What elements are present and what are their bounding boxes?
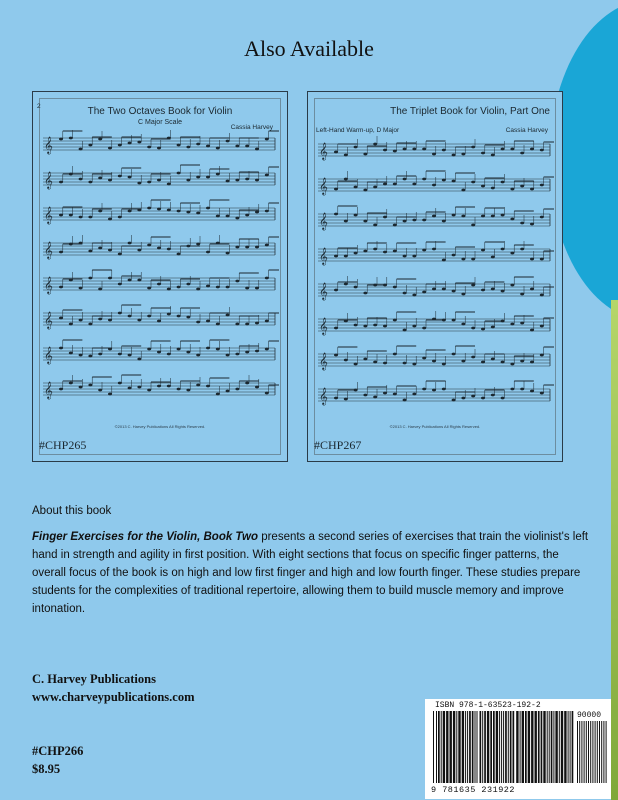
book-preview-chp265	[32, 91, 288, 462]
svg-text:𝄞: 𝄞	[44, 276, 53, 294]
barcode-bars	[425, 699, 611, 799]
barcode-bar	[581, 721, 582, 783]
barcode-bar	[543, 711, 545, 783]
book-preview-chp267	[307, 91, 563, 462]
music-staff	[43, 200, 279, 224]
barcode-bar	[458, 711, 460, 783]
barcode-bar	[438, 711, 440, 783]
barcode-bar	[559, 711, 560, 783]
barcode-bar	[493, 711, 495, 783]
svg-text:𝄞: 𝄞	[44, 136, 53, 154]
barcode-bar	[508, 711, 509, 783]
barcode-bar	[505, 711, 507, 783]
preview-composer: Cassia Harvey	[230, 124, 273, 131]
barcode-bar	[590, 721, 591, 783]
isbn-barcode	[425, 699, 611, 799]
svg-text:𝄞: 𝄞	[44, 346, 53, 364]
barcode-bar	[487, 711, 489, 783]
barcode-bar	[513, 711, 515, 783]
music-staff	[43, 340, 279, 364]
barcode-bar	[531, 711, 533, 783]
sheet-music-staves	[318, 136, 554, 426]
barcode-bar	[453, 711, 455, 783]
svg-text:𝄞: 𝄞	[319, 177, 328, 195]
barcode-bar	[443, 711, 445, 783]
preview-page-number: 2	[37, 103, 41, 110]
page-title: Also Available	[244, 36, 374, 61]
about-book-title: Finger Exercises for the Violin, Book Two	[32, 531, 258, 543]
about-heading: About this book	[32, 505, 112, 517]
music-staff	[43, 375, 279, 399]
barcode-bar	[522, 711, 524, 783]
music-staff	[318, 346, 554, 370]
barcode-bar	[599, 721, 600, 783]
barcode-bar	[520, 711, 521, 783]
product-code: #CHP266	[32, 744, 84, 758]
svg-text:𝄞: 𝄞	[44, 241, 53, 259]
barcode-bar	[570, 711, 571, 783]
svg-text:𝄞: 𝄞	[319, 247, 328, 265]
music-staff	[318, 206, 554, 230]
music-staff	[318, 381, 554, 405]
about-description	[32, 528, 592, 618]
barcode-bar	[501, 711, 502, 783]
svg-text:𝄞: 𝄞	[319, 142, 328, 160]
music-staff	[43, 305, 279, 329]
barcode-bar	[592, 721, 593, 783]
barcode-bar	[588, 721, 589, 783]
music-staff	[318, 136, 554, 160]
svg-text:𝄞: 𝄞	[44, 381, 53, 399]
barcode-bar	[535, 711, 537, 783]
barcode-bar	[528, 711, 530, 783]
barcode-bar	[549, 711, 550, 783]
barcode-bar	[469, 711, 471, 783]
music-staff	[43, 235, 279, 259]
barcode-bar	[450, 711, 452, 783]
preview-subtitle: C Major Scale	[138, 119, 182, 126]
barcode-bar	[465, 711, 466, 783]
about-body: presents a second series of exercises that train the violinist's left hand in strength and agility in first position. With eight sections that focus on specific finger patterns, the overall focus of the book is on high and low first finger and high and low fourth finger. These studies prepare students for the complexities of traditional repertoire, allowing them to build muscle memory and improve intonation.	[32, 531, 589, 615]
svg-text:𝄞: 𝄞	[44, 171, 53, 189]
barcode-bar	[547, 711, 548, 783]
svg-text:𝄞: 𝄞	[319, 387, 328, 405]
barcode-bar	[467, 711, 468, 783]
barcode-bar	[555, 711, 557, 783]
music-staff	[318, 241, 554, 265]
music-staff	[43, 270, 279, 294]
barcode-bar	[568, 711, 569, 783]
barcode-bar	[496, 711, 498, 783]
svg-text:𝄞: 𝄞	[44, 206, 53, 224]
publisher-name: C. Harvey Publications	[32, 672, 156, 686]
preview-book-title: The Triplet Book for Violin, Part One	[390, 106, 550, 117]
barcode-bar	[603, 721, 604, 783]
preview-code: #CHP267	[314, 438, 362, 452]
product-price: $8.95	[32, 762, 61, 776]
barcode-bar	[553, 711, 554, 783]
decorative-side-bar	[611, 300, 618, 800]
barcode-bar	[490, 711, 492, 783]
barcode-bar	[561, 711, 563, 783]
barcode-bar	[484, 711, 486, 783]
barcode-bar	[480, 711, 482, 783]
preview-composer: Cassia Harvey	[505, 127, 548, 134]
barcode-bar	[577, 721, 578, 783]
barcode-bar	[441, 711, 442, 783]
barcode-addon-text: 90000	[577, 711, 602, 720]
barcode-bar	[516, 711, 518, 783]
barcode-bar	[584, 721, 585, 783]
publisher-url: www.charveypublications.com	[32, 690, 195, 704]
svg-text:𝄞: 𝄞	[319, 317, 328, 335]
svg-text:𝄞: 𝄞	[319, 352, 328, 370]
barcode-bar	[462, 711, 464, 783]
barcode-bar	[475, 711, 476, 783]
barcode-bar	[564, 711, 566, 783]
barcode-bar	[601, 721, 602, 783]
barcode-bar	[446, 711, 448, 783]
barcode-bar	[551, 711, 553, 783]
svg-text:𝄞: 𝄞	[44, 311, 53, 329]
barcode-bar	[477, 711, 478, 783]
barcode-digits: 9 781635 231922	[431, 785, 516, 795]
music-staff	[43, 165, 279, 189]
barcode-bar	[572, 711, 574, 783]
barcode-bar	[597, 721, 598, 783]
barcode-bar	[433, 711, 434, 783]
barcode-bar	[538, 711, 540, 783]
music-staff	[43, 130, 279, 154]
barcode-bar	[436, 711, 437, 783]
barcode-bar	[510, 711, 512, 783]
preview-subtitle: Left-Hand Warm-up, D Major	[316, 127, 400, 134]
music-staff	[318, 311, 554, 335]
barcode-bar	[606, 721, 607, 783]
preview-book-title: The Two Octaves Book for Violin	[87, 106, 233, 117]
svg-text:𝄞: 𝄞	[319, 282, 328, 300]
isbn-text: ISBN 978-1-63523-192-2	[435, 701, 541, 710]
barcode-bar	[586, 721, 587, 783]
music-staff	[318, 171, 554, 195]
sheet-music-staves	[43, 130, 279, 420]
preview-copyright: ©2013 C. Harvey Publications All Rights Reserved.	[114, 424, 206, 429]
barcode-bar	[472, 711, 474, 783]
preview-code: #CHP265	[39, 438, 87, 452]
preview-copyright: ©2013 C. Harvey Publications All Rights Reserved.	[389, 424, 481, 429]
barcode-bar	[595, 721, 596, 783]
barcode-bar	[525, 711, 527, 783]
svg-text:𝄞: 𝄞	[319, 212, 328, 230]
barcode-bar	[541, 711, 543, 783]
barcode-bar	[579, 721, 580, 783]
barcode-bar	[503, 711, 504, 783]
barcode-bar	[482, 711, 483, 783]
barcode-bar	[499, 711, 500, 783]
barcode-bar	[456, 711, 457, 783]
music-staff	[318, 276, 554, 300]
